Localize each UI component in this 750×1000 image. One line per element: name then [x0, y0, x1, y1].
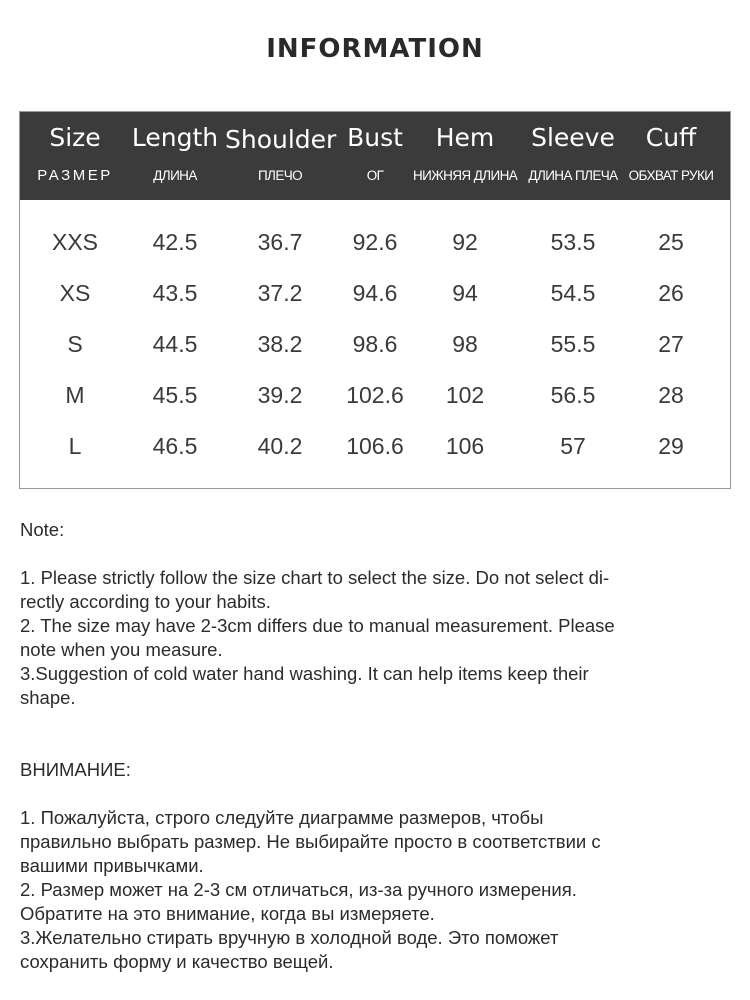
shoulder-cell: 36.7	[257, 229, 303, 255]
header-length-ru: ДЛИНА	[153, 168, 197, 183]
header-length-en: Length	[131, 123, 219, 152]
note-en-item1-line1: 1. Please strictly follow the size chart to select the size. Do not select di-	[20, 567, 610, 588]
size-cell: L	[68, 433, 82, 459]
header-cuff	[626, 112, 716, 200]
shoulder-cell: 39.2	[257, 382, 303, 408]
size-cell: XS	[59, 280, 91, 306]
note-ru-item1-line1: 1. Пожалуйста, строго следуйте диаграмме размеров, чтобы	[20, 807, 544, 828]
bust-cell: 106.6	[346, 433, 404, 459]
sleeve-cell: 53.5	[550, 229, 596, 255]
note-en-item2-line1: 2. The size may have 2-3cm differs due to manual measurement. Please	[20, 615, 615, 636]
note-ru-item1-line3: вашими привычками.	[20, 855, 204, 876]
cuff-cell: 29	[658, 433, 684, 459]
header-shoulder	[225, 112, 335, 200]
header-size-ru: РАЗМЕР	[37, 167, 113, 184]
note-ru-item2-line1: 2. Размер может на 2-3 см отличаться, из-за ручного измерения.	[20, 879, 577, 900]
notes-section	[20, 518, 720, 974]
header-length	[125, 112, 225, 200]
bust-cell: 94.6	[352, 280, 398, 306]
header-sleeve-ru: ДЛИНА ПЛЕЧА	[528, 168, 618, 183]
size-cell: XXS	[51, 229, 99, 255]
header-size-en: Size	[49, 123, 101, 152]
length-cell: 46.5	[152, 433, 198, 459]
note-en-item3-line1: 3.Suggestion of cold water hand washing. It can help items keep their	[20, 663, 589, 684]
header-shoulder-ru: ПЛЕЧО	[257, 168, 303, 183]
sleeve-cell: 55.5	[550, 331, 596, 357]
hem-cell: 98	[452, 331, 478, 357]
table-row	[20, 217, 730, 268]
bust-cell: 98.6	[352, 331, 398, 357]
hem-cell: 94	[452, 280, 478, 306]
note-ru-item3-line1: 3.Желательно стирать вручную в холодной воде. Это поможет	[20, 927, 559, 948]
length-cell: 45.5	[152, 382, 198, 408]
shoulder-cell: 40.2	[257, 433, 303, 459]
header-sleeve	[523, 112, 623, 200]
note-ru-item3-line2: сохранить форму и качество вещей.	[20, 951, 334, 972]
cuff-cell: 26	[658, 280, 684, 306]
table-row	[20, 268, 730, 319]
note-heading-en: Note:	[20, 519, 65, 540]
header-cuff-en: Cuff	[645, 123, 697, 152]
table-header	[20, 112, 730, 200]
header-bust-ru: ОГ	[366, 168, 384, 183]
cuff-cell: 25	[658, 229, 684, 255]
page-title: INFORMATION	[266, 34, 484, 64]
note-ru-item2-line2: Обратите на это внимание, когда вы измеряете.	[20, 903, 435, 924]
length-cell: 44.5	[152, 331, 198, 357]
note-en-item3-line2: shape.	[20, 687, 76, 708]
table-row	[20, 421, 730, 472]
header-cuff-ru: ОБХВАТ РУКИ	[628, 168, 714, 183]
shoulder-cell: 38.2	[257, 331, 303, 357]
table-row	[20, 319, 730, 370]
length-cell: 43.5	[152, 280, 198, 306]
size-cell: S	[67, 331, 83, 357]
header-sleeve-en: Sleeve	[531, 123, 615, 152]
bust-cell: 92.6	[352, 229, 398, 255]
header-hem	[413, 112, 517, 200]
note-heading-ru: ВНИМАНИЕ:	[20, 759, 131, 780]
sleeve-cell: 56.5	[550, 382, 596, 408]
size-cell: M	[65, 382, 85, 408]
hem-cell: 102	[445, 382, 485, 408]
size-chart-table	[19, 111, 731, 489]
note-en-item1-line2: rectly according to your habits.	[20, 591, 271, 612]
note-en-item2-line2: note when you measure.	[20, 639, 223, 660]
header-size	[20, 112, 130, 200]
cuff-cell: 27	[658, 331, 684, 357]
bust-cell: 102.6	[346, 382, 404, 408]
header-hem-en: Hem	[435, 123, 495, 152]
note-ru-item1-line2: правильно выбрать размер. Не выбирайте просто в соответствии с	[20, 831, 601, 852]
sleeve-cell: 54.5	[550, 280, 596, 306]
sleeve-cell: 57	[560, 433, 586, 459]
cuff-cell: 28	[658, 382, 684, 408]
length-cell: 42.5	[152, 229, 198, 255]
hem-cell: 92	[452, 229, 478, 255]
table-body	[20, 217, 730, 472]
shoulder-cell: 37.2	[257, 280, 303, 306]
header-bust	[335, 112, 415, 200]
header-bust-en: Bust	[347, 123, 403, 152]
header-hem-ru: НИЖНЯЯ ДЛИНА	[413, 168, 518, 183]
table-row	[20, 370, 730, 421]
hem-cell: 106	[445, 433, 485, 459]
header-shoulder-en: Shoulder	[225, 125, 337, 154]
